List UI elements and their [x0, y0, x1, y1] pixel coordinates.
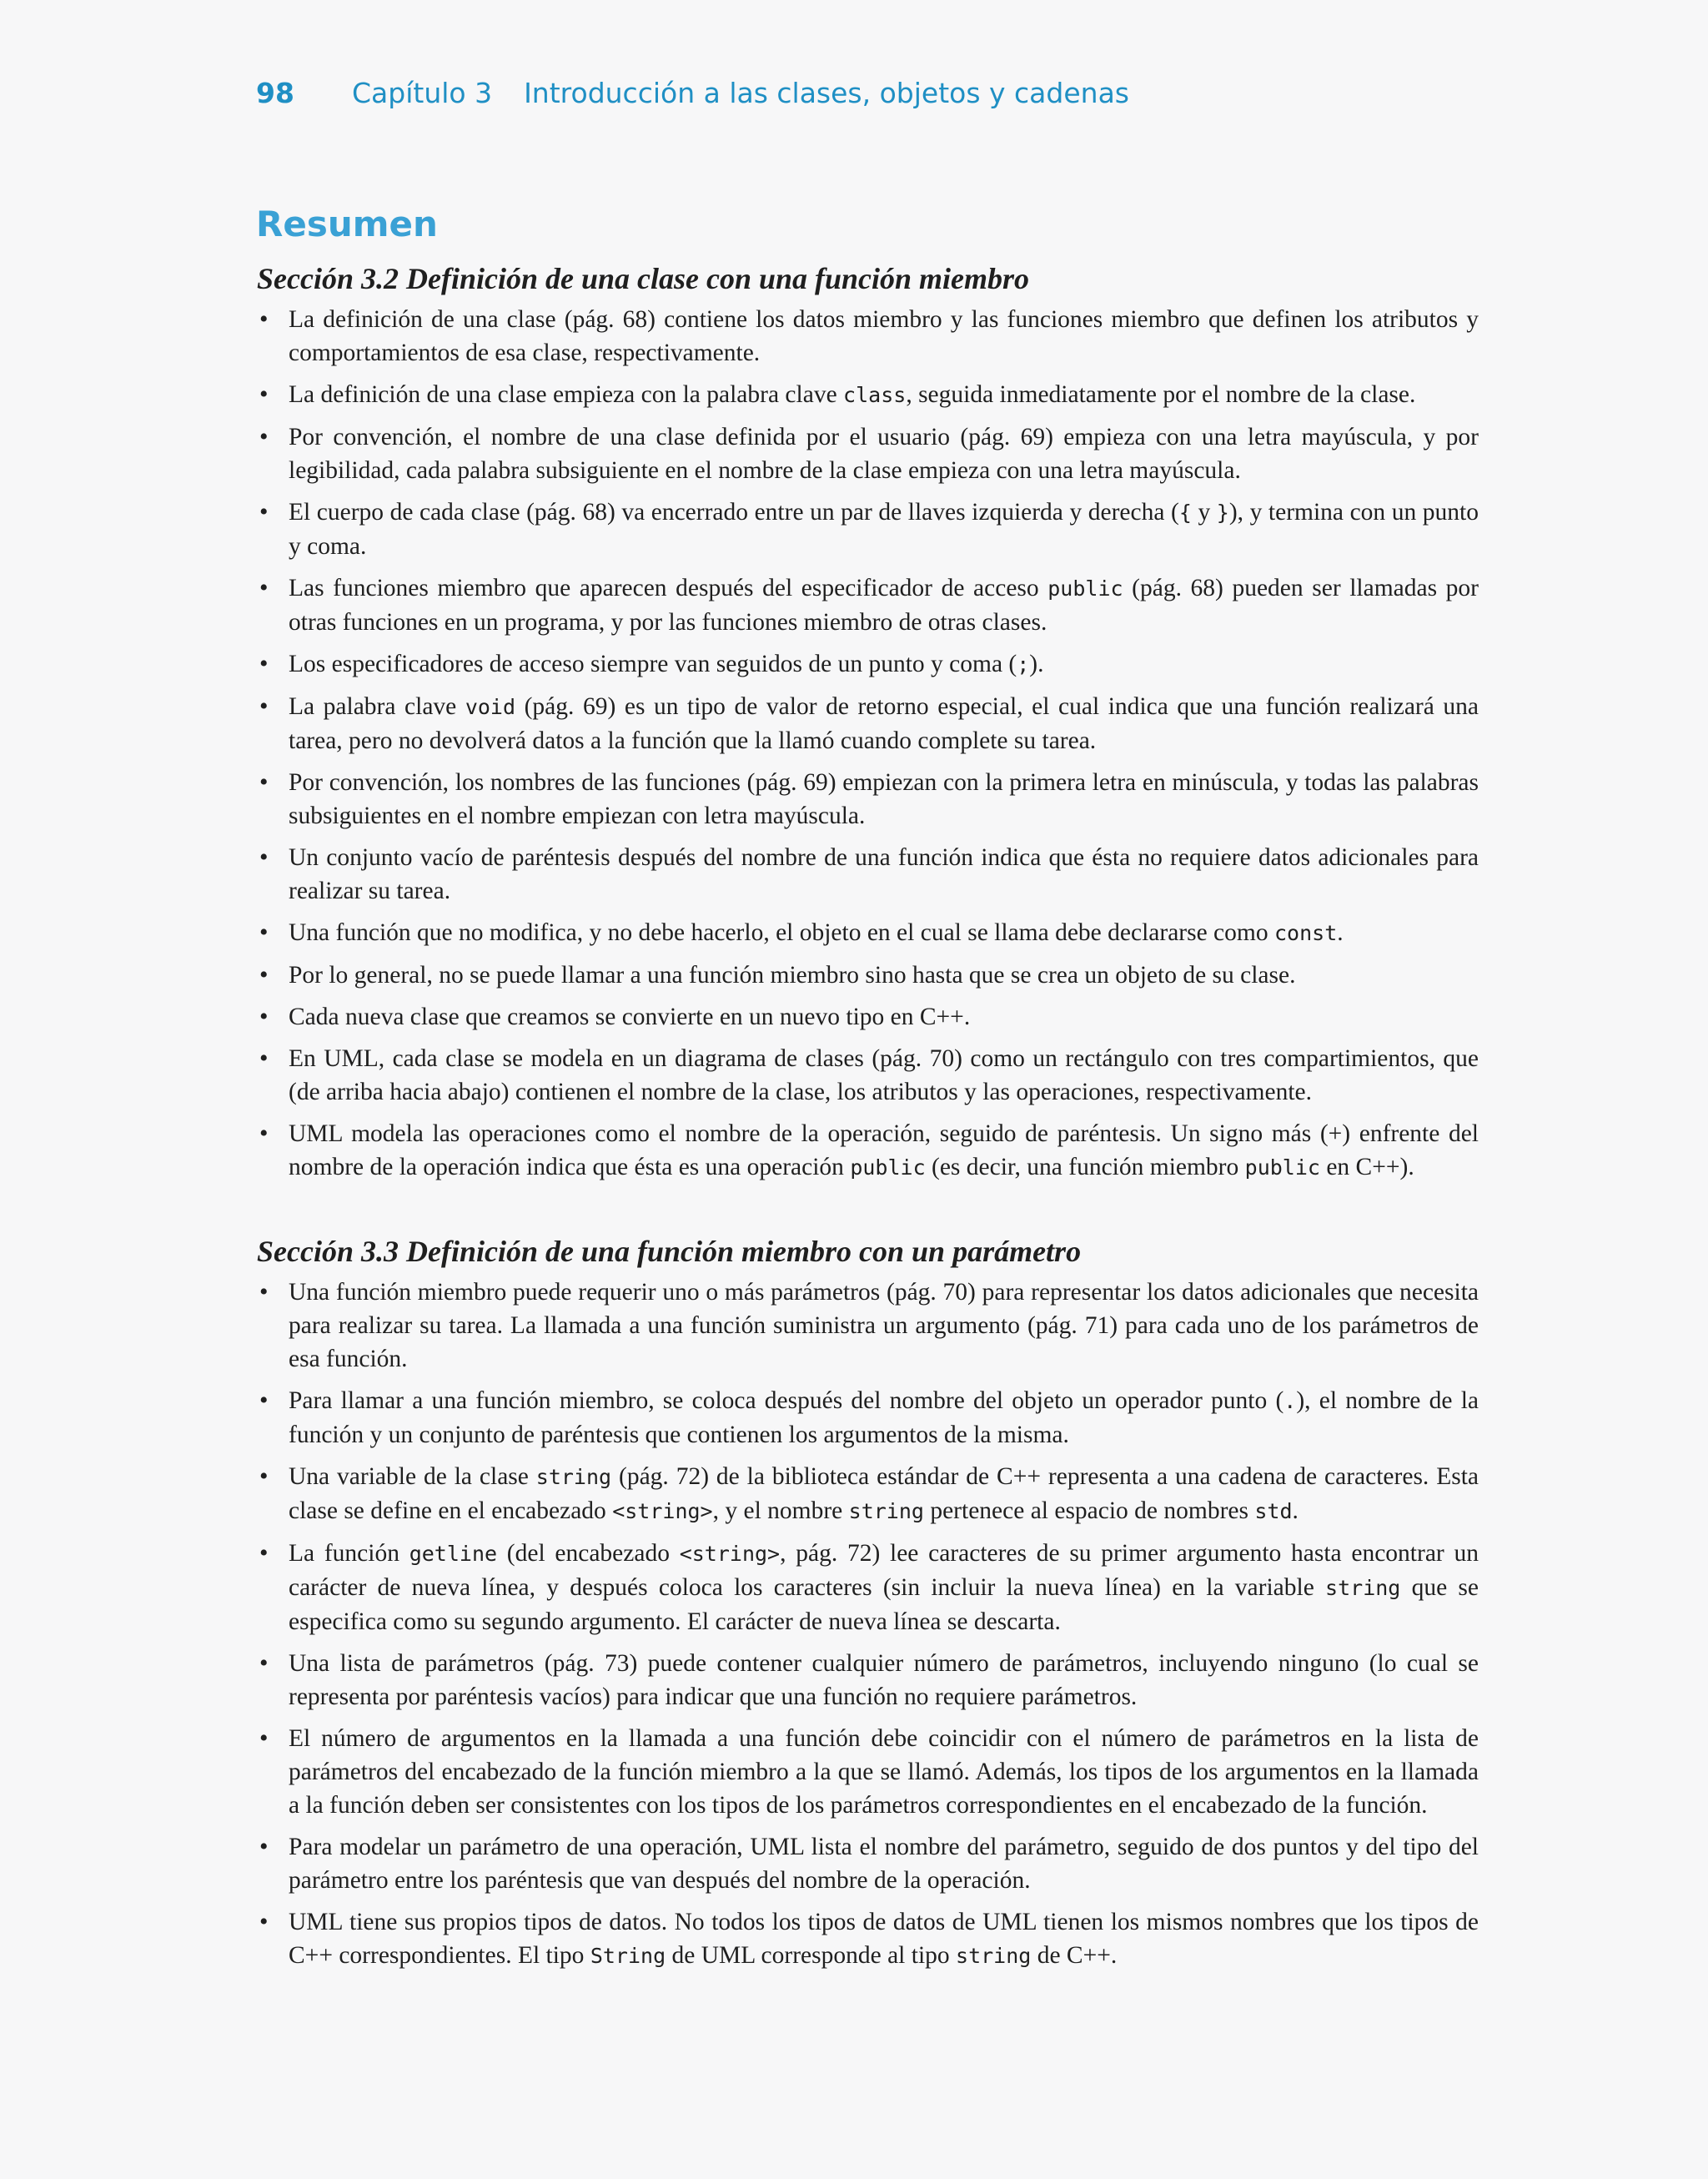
inline-code: void — [465, 695, 516, 719]
inline-code: public — [1047, 576, 1123, 601]
bullet-item: • El cuerpo de cada clase (pág. 68) va encerrado entre un par de llaves izquierda y derecha ({ y }), y termina con un punto y coma. — [257, 496, 1479, 563]
bullet-item: • La palabra clave void (pág. 69) es un tipo de valor de retorno especial, el cual indica que una función realizará una tarea, pero no devolverá datos a la función que la llamó cuando complete su tarea. — [257, 690, 1479, 757]
bullet-item: • Por convención, los nombres de las funciones (pág. 69) empiezan con la primera letra en minúscula, y todas las palabras subsiguientes en el nombre empiezan con letra mayúscula. — [257, 766, 1479, 833]
bullet-item: • Por convención, el nombre de una clase definida por el usuario (pág. 69) empieza con una letra mayúscula, y por legibilidad, cada palabra subsiguiente en el nombre de la clase empieza con una letra mayúscula. — [257, 420, 1479, 487]
bullet-item: • Para modelar un parámetro de una operación, UML lista el nombre del parámetro, seguido de dos puntos y del tipo del parámetro entre los paréntesis que van después del nombre de la operación. — [257, 1830, 1479, 1897]
chapter-title: Introducción a las clases, objetos y cadenas — [524, 77, 1129, 109]
inline-code: class — [843, 383, 907, 407]
inline-code: { — [1178, 501, 1192, 525]
section-heading: Sección 3.3 Definición de una función miembro con un parámetro — [257, 1235, 1082, 1268]
bullet-item: • El número de argumentos en la llamada a una función debe coincidir con el número de parámetros en la lista de parámetros del encabezado de la función miembro a la que se llamó. Además, los tipos de los argumentos en la llamada a la función deben ser consistentes con los tipos de los parámetros correspondientes en el encabezado de la función. — [257, 1722, 1479, 1822]
bullet-item: • Cada nueva clase que creamos se convierte en un nuevo tipo en C++. — [257, 1000, 1479, 1034]
inline-code: ; — [1017, 652, 1030, 677]
bullet-list — [257, 303, 1479, 1185]
bullet-item: • Las funciones miembro que aparecen después del especificador de acceso public (pág. 68) pueden ser llamadas por otras funciones en un programa, y por las funciones miembro de otras clases. — [257, 571, 1479, 639]
inline-code: std — [1254, 1499, 1293, 1523]
bullet-item: • Una lista de parámetros (pág. 73) puede contener cualquier número de parámetros, incluyendo ninguno (lo cual se representa por paréntesis vacíos) para indicar que una función no requiere parámetros. — [257, 1647, 1479, 1714]
inline-code: string — [1325, 1576, 1401, 1600]
bullet-item: • Los especificadores de acceso siempre van seguidos de un punto y coma (;). — [257, 647, 1479, 682]
section-heading: Sección 3.2 Definición de una clase con una función miembro — [257, 262, 1030, 295]
inline-code: <string> — [679, 1542, 781, 1566]
bullet-item: • Una función miembro puede requerir uno o más parámetros (pág. 70) para representar los datos adicionales que necesita para realizar su tarea. La llamada a una función suministra un argumento (pág. 71) para cada uno de los parámetros de esa función. — [257, 1276, 1479, 1376]
bullet-item: • En UML, cada clase se modela en un diagrama de clases (pág. 70) como un rectángulo con tres compartimientos, que (de arriba hacia abajo) contienen el nombre de la clase, los atributos y las operaciones, respectivamente. — [257, 1042, 1479, 1109]
bullet-item: • La definición de una clase (pág. 68) contiene los datos miembro y las funciones miembro que definen los atributos y comportamientos de esa clase, respectivamente. — [257, 303, 1479, 370]
summary-content — [257, 257, 1479, 1981]
inline-code: <string> — [612, 1499, 713, 1523]
inline-code: getline — [409, 1542, 498, 1566]
inline-code: String — [590, 1944, 666, 1968]
inline-code: string — [956, 1944, 1032, 1968]
inline-code: string — [535, 1465, 612, 1489]
page-number: 98 — [256, 77, 294, 109]
inline-code: const — [1273, 921, 1338, 945]
bullet-item: • Un conjunto vacío de paréntesis después del nombre de una función indica que ésta no requiere datos adicionales para realizar su tarea. — [257, 841, 1479, 908]
bullet-item: • Una variable de la clase string (pág. 72) de la biblioteca estándar de C++ representa a una cadena de caracteres. Esta clase se define en el encabezado <string>, y el nombre string pertenece al espacio de nombres std. — [257, 1460, 1479, 1528]
section-3-2 — [257, 257, 1479, 1185]
inline-code: . — [1284, 1389, 1297, 1413]
bullet-item: • Por lo general, no se puede llamar a una función miembro sino hasta que se crea un objeto de su clase. — [257, 959, 1479, 992]
bullet-item: • La función getline (del encabezado <string>, pág. 72) lee caracteres de su primer argumento hasta encontrar un carácter de nueva línea, y después coloca los caracteres (sin incluir la nueva línea) en la variable string que se especifica como su segundo argumento. El carácter de nueva línea se descarta. — [257, 1537, 1479, 1638]
inline-code: } — [1216, 501, 1229, 525]
running-header — [256, 77, 1129, 123]
inline-code: public — [850, 1155, 926, 1180]
chapter-label: Capítulo 3 — [352, 77, 493, 109]
bullet-list — [257, 1276, 1479, 1973]
section-3-3 — [257, 1230, 1479, 1973]
inline-code: string — [848, 1499, 924, 1523]
bullet-item: • UML tiene sus propios tipos de datos. No todos los tipos de datos de UML tienen los mismos nombres que los tipos de C++ correspondientes. El tipo String de UML corresponde al tipo string de C++. — [257, 1905, 1479, 1973]
bullet-item: • La definición de una clase empieza con la palabra clave class, seguida inmediatamente por el nombre de la clase. — [257, 378, 1479, 412]
summary-heading: Resumen — [256, 204, 438, 244]
inline-code: public — [1244, 1155, 1320, 1180]
bullet-item: • Una función que no modifica, y no debe hacerlo, el objeto en el cual se llama debe declararse como const. — [257, 916, 1479, 950]
bullet-item: • Para llamar a una función miembro, se coloca después del nombre del objeto un operador punto (.), el nombre de la función y un conjunto de paréntesis que contienen los argumentos de la misma. — [257, 1384, 1479, 1452]
bullet-item: • UML modela las operaciones como el nombre de la operación, seguido de paréntesis. Un signo más (+) enfrente del nombre de la operación indica que ésta es una operación public (es decir, una función miembro public en C++). — [257, 1117, 1479, 1185]
